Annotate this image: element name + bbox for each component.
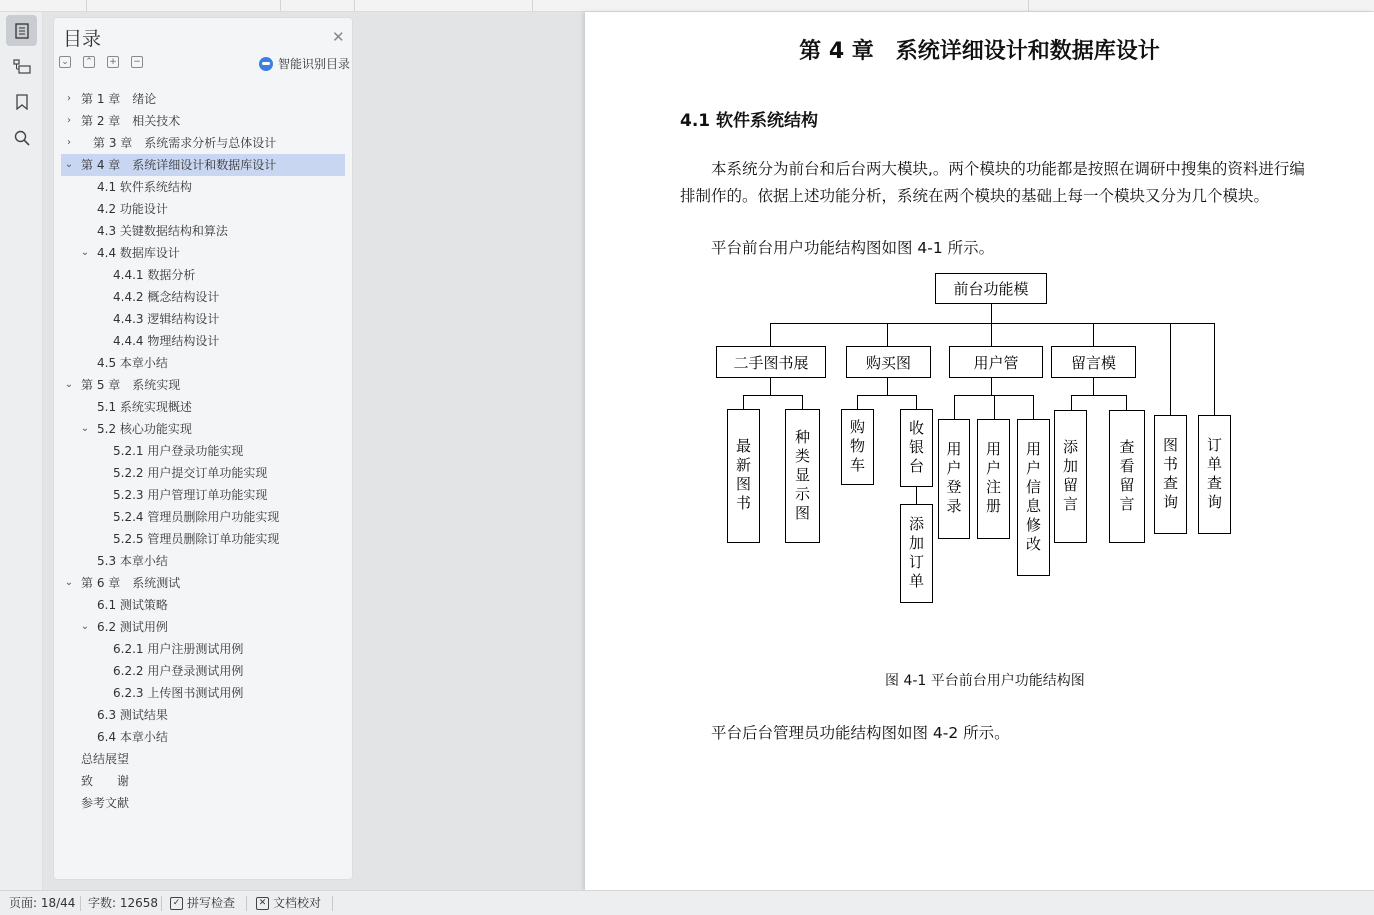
toc-panel-button[interactable] (6, 15, 37, 46)
remove-heading-button[interactable] (131, 56, 143, 68)
toc-item[interactable] (61, 132, 345, 154)
toc-item[interactable] (61, 396, 345, 418)
chevron-right-icon[interactable]: › (67, 93, 71, 104)
body-paragraph: 平台后台管理员功能结构图如图 4-2 所示。 (711, 724, 1010, 742)
toc-item-label: 第 5 章 系统实现 (81, 378, 181, 392)
toc-item[interactable] (61, 462, 345, 484)
toc-item-label: 4.4.3 逻辑结构设计 (113, 312, 220, 326)
spell-check-icon: ✓ (170, 897, 183, 910)
bookmark-button[interactable] (6, 86, 37, 117)
body-paragraph: 本系统分为前台和后台两大模块,。两个模块的功能都是按照在调研中搜集的资料进行编排制作的。依据上述功能分析，系统在两个模块的基础上每一个模块又分为几个模块。 (680, 160, 1305, 205)
spell-check-label: 拼写检查 (187, 896, 236, 910)
toc-item-label: 6.1 测试策略 (97, 598, 168, 612)
chevron-right-icon[interactable]: › (67, 137, 71, 148)
toc-item[interactable] (61, 176, 345, 198)
toc-item[interactable] (61, 286, 345, 308)
toc-item[interactable] (61, 352, 345, 374)
toc-item[interactable] (61, 198, 345, 220)
page-gutter (362, 12, 585, 890)
toc-item-label: 总结展望 (81, 752, 130, 766)
chevron-down-icon[interactable]: ⌄ (80, 621, 90, 632)
navigation-rail (0, 12, 43, 890)
diagram-leaf-node: 查看留言 (1109, 410, 1145, 543)
toc-item-label: 致 谢 (81, 774, 130, 788)
toc-item[interactable] (61, 110, 345, 132)
diagram-group-node: 购买图 (846, 346, 931, 378)
toc-item[interactable] (61, 748, 345, 770)
toc-item[interactable] (61, 792, 345, 814)
toc-item-label: 6.2 测试用例 (97, 620, 168, 634)
bookmark-icon (15, 94, 29, 110)
toc-item[interactable] (61, 682, 345, 704)
toc-item[interactable] (61, 550, 345, 572)
toc-item-label: 5.1 系统实现概述 (97, 400, 192, 414)
document-page (585, 12, 1374, 890)
toc-item[interactable] (61, 594, 345, 616)
toc-item-label: 第 1 章 绪论 (81, 92, 157, 106)
toc-item-label: 第 2 章 相关技术 (81, 114, 181, 128)
toc-item-label: 4.4 数据库设计 (97, 246, 180, 260)
diagram-group-node: 二手图书展 (716, 346, 826, 378)
chapter-nav-button[interactable] (6, 50, 37, 81)
diagram-leaf-node: 订单查询 (1198, 415, 1231, 534)
toc-item-label: 5.2.1 用户登录功能实现 (113, 444, 244, 458)
toc-item[interactable] (61, 616, 345, 638)
toc-item[interactable] (61, 264, 345, 286)
toc-item-label: 4.5 本章小结 (97, 356, 168, 370)
toc-item[interactable] (61, 330, 345, 352)
outline-tree-icon (13, 58, 31, 74)
chapter-heading: 第 4 章 系统详细设计和数据库设计 (799, 39, 1160, 64)
toc-panel (53, 17, 353, 880)
toc-item-label: 第 6 章 系统测试 (81, 576, 181, 590)
diagram-leaf-node: 种类显示图 (785, 409, 820, 543)
diagram-leaf-node: 用户登录 (938, 419, 970, 539)
smart-toc-label: 智能识别目录 (278, 57, 351, 71)
toc-item-label: 4.4.4 物理结构设计 (113, 334, 220, 348)
chevron-up-icon: ⌃ (85, 56, 93, 67)
toc-item-label: 4.2 功能设计 (97, 202, 168, 216)
toc-item[interactable] (61, 484, 345, 506)
search-icon (14, 130, 30, 146)
toc-item-label: 5.2.2 用户提交订单功能实现 (113, 466, 268, 480)
toc-item[interactable] (61, 418, 345, 440)
toc-item-label: 4.4.2 概念结构设计 (113, 290, 220, 304)
toc-item[interactable] (61, 660, 345, 682)
diagram-leaf-node: 用户信息修改 (1017, 419, 1050, 576)
toc-item-label: 第 3 章 系统需求分析与总体设计 (93, 136, 277, 150)
ai-assistant-icon (259, 57, 273, 71)
toc-item-label: 4.1 软件系统结构 (97, 180, 192, 194)
toc-item-label: 4.3 关键数据结构和算法 (97, 224, 228, 238)
diagram-group-node: 留言模 (1051, 346, 1136, 378)
diagram-leaf-node: 用户注册 (977, 419, 1010, 539)
toc-item-label: 5.3 本章小结 (97, 554, 168, 568)
toc-item[interactable] (61, 374, 345, 396)
search-button[interactable] (6, 122, 37, 153)
document-list-icon (14, 23, 30, 39)
spell-check-button[interactable] (170, 891, 235, 915)
toc-item[interactable] (61, 638, 345, 660)
toc-item-label: 5.2.5 管理员删除订单功能实现 (113, 532, 280, 546)
toc-item-label: 6.2.2 用户登录测试用例 (113, 664, 244, 678)
toc-item[interactable] (61, 506, 345, 528)
doc-proof-label: 文档校对 (273, 896, 322, 910)
collapse-all-button[interactable] (83, 56, 95, 68)
expand-all-button[interactable] (59, 56, 71, 68)
toc-item-label: 参考文献 (81, 796, 130, 810)
page-indicator[interactable]: 页面: 18/44 (9, 896, 76, 910)
figure-caption: 图 4-1 平台前台用户功能结构图 (885, 673, 1085, 689)
toc-item[interactable] (61, 242, 345, 264)
word-count[interactable]: 字数: 12658 (88, 896, 159, 910)
toc-item[interactable] (61, 572, 345, 594)
chevron-down-icon[interactable]: ⌄ (80, 247, 90, 258)
chevron-down-icon[interactable]: ⌄ (80, 423, 90, 434)
diagram-root-node: 前台功能模 (935, 273, 1047, 304)
body-paragraph: 平台前台用户功能结构图如图 4-1 所示。 (711, 239, 995, 257)
top-toolbar-strip (0, 0, 1374, 12)
toc-item[interactable] (61, 528, 345, 550)
chevron-down-icon[interactable]: ⌄ (64, 159, 74, 170)
toc-item-label: 6.2.1 用户注册测试用例 (113, 642, 244, 656)
toc-item[interactable] (61, 440, 345, 462)
toc-item[interactable] (61, 220, 345, 242)
diagram-leaf-node: 购物车 (841, 409, 874, 485)
diagram-leaf-node: 图书查询 (1154, 415, 1187, 534)
toc-item[interactable] (61, 308, 345, 330)
doc-proof-icon: ✕ (256, 897, 269, 910)
diagram-leaf-node: 收银台 (900, 409, 933, 487)
status-bar (0, 890, 1374, 915)
add-heading-button[interactable] (107, 56, 119, 68)
chevron-right-icon[interactable]: › (67, 115, 71, 126)
minus-icon: − (133, 56, 141, 67)
toc-item-label: 5.2 核心功能实现 (97, 422, 192, 436)
toc-list (61, 88, 345, 814)
chevron-down-icon[interactable]: ⌄ (64, 577, 74, 588)
diagram-group-node: 用户管 (949, 346, 1043, 378)
diagram-leaf-node: 最新图书 (727, 409, 760, 543)
toc-item-label: 6.3 测试结果 (97, 708, 168, 722)
toc-item[interactable] (61, 726, 345, 748)
doc-proof-button[interactable] (256, 891, 321, 915)
toc-item-label: 6.2.3 上传图书测试用例 (113, 686, 244, 700)
toc-item[interactable] (61, 88, 345, 110)
chevron-down-icon[interactable]: ⌄ (64, 379, 74, 390)
toc-item-label: 5.2.3 用户管理订单功能实现 (113, 488, 268, 502)
toc-item-label: 6.4 本章小结 (97, 730, 168, 744)
diagram-leaf-node: 添加留言 (1054, 410, 1087, 543)
close-icon[interactable]: ✕ (332, 28, 345, 46)
toc-item-label: 4.4.1 数据分析 (113, 268, 196, 282)
smart-toc-button[interactable] (259, 55, 350, 72)
toc-title: 目录 (63, 28, 102, 50)
diagram-leaf-node: 添加订单 (900, 504, 933, 603)
chevron-down-icon: ⌄ (61, 56, 69, 67)
toc-item-label: 5.2.4 管理员删除用户功能实现 (113, 510, 280, 524)
toc-item-label: 第 4 章 系统详细设计和数据库设计 (81, 158, 277, 172)
plus-icon: + (109, 56, 117, 67)
toc-item[interactable] (61, 704, 345, 726)
toc-item[interactable] (61, 154, 345, 176)
section-heading: 4.1 软件系统结构 (680, 111, 819, 131)
toc-item[interactable] (61, 770, 345, 792)
